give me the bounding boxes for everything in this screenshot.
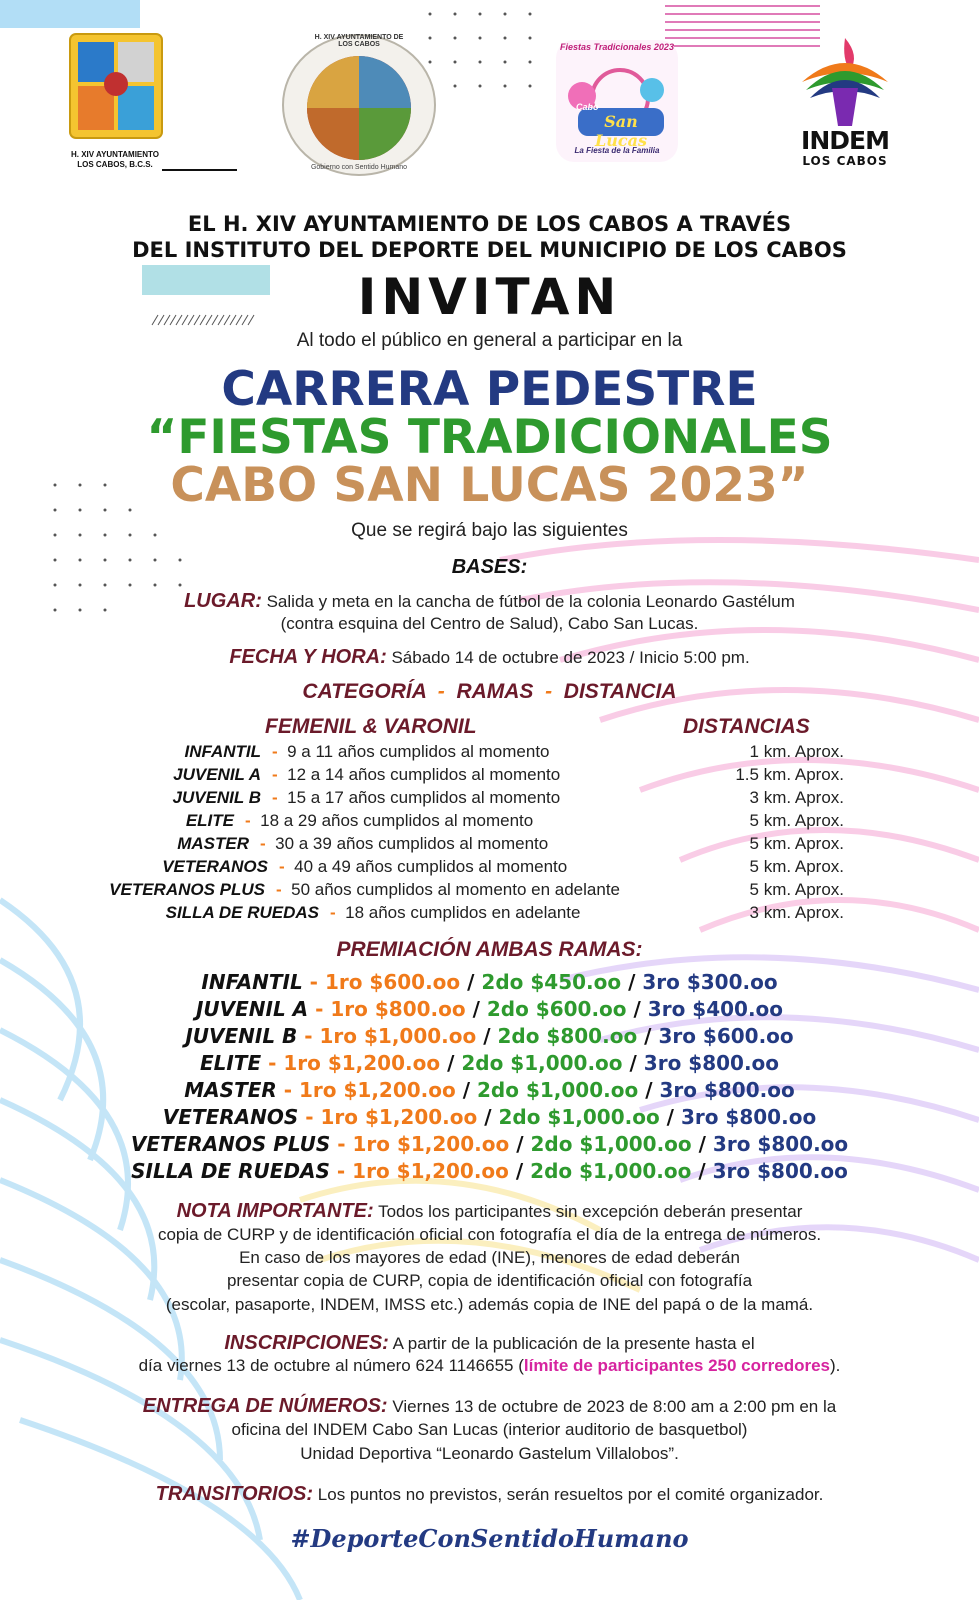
participant-limit: límite de participantes 250 corredores — [523, 1356, 830, 1375]
title-line-3: CABO SAN LUCAS 2023” — [170, 458, 809, 513]
category-row: VETERANOS - 40 a 49 años cumplidos al momento 5 km. Aprox. — [162, 857, 844, 876]
entrega-line-1 — [0, 1395, 979, 1418]
prize-first: 1ro $1,000.oo — [319, 1024, 477, 1048]
prize-category: MASTER — [184, 1078, 277, 1102]
lugar-label: LUGAR: — [184, 590, 262, 612]
distancia-label: DISTANCIA — [563, 680, 677, 703]
category-row: SILLA DE RUEDAS - 18 años cumplidos en adelante 3 km. Aprox. — [165, 903, 844, 922]
prize-row: VETERANOS - 1ro $1,200.oo / 2do $1,000.oo / 3ro $800.oo — [162, 1105, 817, 1129]
category-distance: 5 km. Aprox. — [749, 857, 844, 876]
transitorios-text: Los puntos no previstos, serán resueltos por el comité organizador. — [317, 1485, 824, 1504]
prize-category: ELITE — [199, 1051, 262, 1075]
intro-text: Al todo el público en general a participar en la — [296, 330, 683, 351]
prize-first: 1ro $1,200.oo — [320, 1105, 478, 1129]
category-desc: 15 a 17 años cumplidos al momento — [287, 788, 561, 807]
transitorios-line — [0, 1483, 979, 1506]
category-distance: 3 km. Aprox. — [749, 903, 844, 922]
bases-intro: Que se regirá bajo las siguientes — [351, 520, 628, 541]
prize-second: 2do $1,000.oo — [530, 1132, 692, 1156]
categoria-header — [0, 680, 979, 704]
prize-category: INFANTIL — [201, 970, 303, 994]
ayuntamiento-shield-icon — [68, 32, 164, 140]
prize-first: 1ro $800.oo — [330, 997, 466, 1021]
fecha-text: Sábado 14 de octubre de 2023 / Inicio 5:00 pm. — [391, 648, 750, 667]
prize-second: 2do $800.oo — [497, 1024, 638, 1048]
hashtag: #DeporteConSentidoHumano — [290, 1524, 689, 1553]
categoria-label: CATEGORÍA — [302, 680, 427, 703]
header-line-1: EL H. XIV AYUNTAMIENTO DE LOS CABOS A TRAVÉS — [187, 212, 792, 236]
prize-first: 1ro $1,200.oo — [283, 1051, 441, 1075]
entrega-text-2: oficina del INDEM Cabo San Lucas (interior auditorio de basquetbol) — [231, 1420, 748, 1439]
category-name: JUVENIL B — [172, 788, 261, 807]
prize-second: 2do $600.oo — [486, 997, 627, 1021]
prize-category: JUVENIL A — [195, 997, 309, 1021]
prize-third: 3ro $800.oo — [712, 1132, 849, 1156]
prize-third: 3ro $300.oo — [642, 970, 778, 994]
fiestas-tagline: La Fiesta de la Familia — [574, 146, 660, 155]
entrega-label: ENTREGA DE NÚMEROS: — [142, 1395, 388, 1417]
prize-second: 2do $1,000.oo — [530, 1159, 692, 1183]
invitan-heading: INVITAN — [357, 268, 622, 326]
prize-second: 2do $1,000.oo — [498, 1105, 660, 1129]
indem-subtitle: LOS CABOS — [802, 154, 888, 168]
category-name: INFANTIL — [184, 742, 261, 761]
prize-first: 1ro $600.oo — [324, 970, 461, 994]
header-line-2: DEL INSTITUTO DEL DEPORTE DEL MUNICIPIO DE LOS CABOS — [132, 238, 847, 262]
category-row: JUVENIL A - 12 a 14 años cumplidos al momento 1.5 km. Aprox. — [173, 765, 844, 784]
category-distance: 5 km. Aprox. — [749, 880, 844, 899]
category-distance: 3 km. Aprox. — [749, 788, 844, 807]
prize-second: 2do $450.oo — [481, 970, 622, 994]
inscripciones-text-3: ). — [830, 1356, 841, 1375]
prize-row: MASTER - 1ro $1,200.oo / 2do $1,000.oo / 3ro $800.oo — [184, 1078, 795, 1102]
prize-row: SILLA DE RUEDAS - 1ro $1,200.oo / 2do $1,000.oo / 3ro $800.oo — [131, 1159, 848, 1183]
prize-first: 1ro $1,200.oo — [352, 1159, 509, 1183]
fiestas-top-text: Fiestas Tradicionales 2023 — [560, 42, 674, 52]
category-desc: 18 años cumplidos en adelante — [345, 903, 581, 922]
nota-text-2: copia de CURP y de identificación oficial con fotografía el día de la entrega de números. — [157, 1225, 822, 1244]
title-line-2: “FIESTAS TRADICIONALES — [146, 410, 833, 465]
prize-first: 1ro $1,200.oo — [352, 1132, 510, 1156]
nota-text-3: En caso de los mayores de edad (INE), menores de edad deberán — [239, 1248, 740, 1267]
nota-text-1: Todos los participantes sin excepción deberán presentar — [378, 1202, 803, 1221]
prize-category: SILLA DE RUEDAS — [131, 1159, 330, 1183]
category-desc: 18 a 29 años cumplidos al momento — [260, 811, 534, 830]
prize-second: 2do $1,000.oo — [477, 1078, 639, 1102]
fiestas-tradicionales-logo — [552, 36, 682, 166]
inscripciones-line-1 — [0, 1332, 979, 1355]
table-head-right: DISTANCIAS — [683, 715, 810, 738]
ramas-label: RAMAS — [456, 680, 534, 703]
lugar-text-1: Salida y meta en la cancha de fútbol de la colonia Leonardo Gastélum — [266, 592, 795, 611]
categoria-dash-2: - — [545, 680, 553, 703]
prize-third: 3ro $800.oo — [643, 1051, 780, 1075]
prize-third: 3ro $400.oo — [647, 997, 784, 1021]
category-desc: 50 años cumplidos al momento en adelante — [291, 880, 621, 899]
inscripciones-line-2 — [0, 1356, 979, 1376]
category-row: JUVENIL B - 15 a 17 años cumplidos al momento 3 km. Aprox. — [172, 788, 844, 807]
indem-logo — [790, 30, 900, 180]
category-row: INFANTIL - 9 a 11 años cumplidos al momento 1 km. Aprox. — [184, 742, 844, 761]
prize-row: JUVENIL A - 1ro $800.oo / 2do $600.oo / 3ro $400.oo — [195, 997, 784, 1021]
prize-category: JUVENIL B — [185, 1024, 298, 1048]
ayuntamiento-logo — [60, 32, 170, 182]
premiacion-label: PREMIACIÓN AMBAS RAMAS: — [336, 938, 643, 961]
indem-title: INDEM — [801, 126, 889, 155]
ayuntamiento-seal — [278, 30, 440, 180]
prize-third: 3ro $800.oo — [712, 1159, 848, 1183]
fiestas-main-text: San Lucas — [595, 112, 647, 150]
category-desc: 40 a 49 años cumplidos al momento — [294, 857, 568, 876]
lugar-line-1 — [0, 590, 979, 613]
category-distance: 5 km. Aprox. — [749, 834, 844, 853]
category-name: SILLA DE RUEDAS — [165, 903, 319, 922]
nota-text-4: presentar copia de CURP, copia de identificación oficial con fotografía — [226, 1271, 753, 1290]
prize-row: INFANTIL - 1ro $600.oo / 2do $450.oo / 3ro $300.oo — [201, 970, 778, 994]
inscripciones-text-2: día viernes 13 de octubre al número 624 1146655 ( — [138, 1356, 524, 1375]
entrega-text-1: Viernes 13 de octubre de 2023 de 8:00 am a 2:00 pm en la — [392, 1397, 837, 1416]
nota-line-1 — [0, 1200, 979, 1223]
fiestas-small-text: Cabo — [576, 102, 599, 112]
category-row: MASTER - 30 a 39 años cumplidos al momento 5 km. Aprox. — [177, 834, 844, 853]
category-desc: 30 a 39 años cumplidos al momento — [275, 834, 549, 853]
category-desc: 9 a 11 años cumplidos al momento — [287, 742, 550, 761]
prize-third: 3ro $800.oo — [680, 1105, 817, 1129]
prize-third: 3ro $800.oo — [659, 1078, 795, 1102]
table-head-left: FEMENIL & VARONIL — [265, 715, 477, 738]
prize-category: VETERANOS PLUS — [130, 1132, 331, 1156]
category-distance: 1.5 km. Aprox. — [735, 765, 844, 784]
category-name: VETERANOS PLUS — [109, 880, 265, 899]
category-row: ELITE - 18 a 29 años cumplidos al momento 5 km. Aprox. — [185, 811, 844, 830]
prize-third: 3ro $600.oo — [658, 1024, 794, 1048]
bases-label: BASES: — [451, 556, 528, 578]
torch-icon — [790, 30, 900, 130]
category-name: VETERANOS — [162, 857, 268, 876]
ayuntamiento-caption-2: LOS CABOS, B.C.S. — [77, 160, 153, 169]
prize-row: JUVENIL B - 1ro $1,000.oo / 2do $800.oo / 3ro $600.oo — [185, 1024, 794, 1048]
category-desc: 12 a 14 años cumplidos al momento — [287, 765, 561, 784]
nota-label: NOTA IMPORTANTE: — [176, 1200, 374, 1222]
fecha-line — [0, 646, 979, 669]
inscripciones-label: INSCRIPCIONES: — [224, 1332, 389, 1354]
category-distance: 1 km. Aprox. — [749, 742, 844, 761]
category-name: ELITE — [185, 811, 234, 830]
prize-second: 2do $1,000.oo — [461, 1051, 623, 1075]
nota-text-5: (escolar, pasaporte, INDEM, IMSS etc.) además copia de INE del papá o de la mamá. — [165, 1295, 814, 1314]
logo-divider — [162, 169, 237, 171]
category-row: VETERANOS PLUS - 50 años cumplidos al momento en adelante 5 km. Aprox. — [109, 880, 844, 899]
prize-first: 1ro $1,200.oo — [299, 1078, 456, 1102]
entrega-text-3: Unidad Deportiva “Leonardo Gastelum Villalobos”. — [300, 1444, 679, 1463]
seal-bottom-text: Gobierno con Sentido Humano — [310, 164, 408, 171]
title-line-1: CARRERA PEDESTRE — [221, 362, 758, 417]
prize-row: ELITE - 1ro $1,200.oo / 2do $1,000.oo / 3ro $800.oo — [199, 1051, 780, 1075]
prize-row: VETERANOS PLUS - 1ro $1,200.oo / 2do $1,000.oo / 3ro $800.oo — [130, 1132, 849, 1156]
lugar-text-2: (contra esquina del Centro de Salud), Cabo San Lucas. — [280, 614, 699, 633]
prize-category: VETERANOS — [162, 1105, 299, 1129]
category-name: MASTER — [177, 834, 249, 853]
ayuntamiento-caption: H. XIV AYUNTAMIENTO — [70, 150, 159, 159]
category-distance: 5 km. Aprox. — [749, 811, 844, 830]
category-name: JUVENIL A — [173, 765, 261, 784]
transitorios-label: TRANSITORIOS: — [155, 1483, 314, 1505]
fecha-label: FECHA Y HORA: — [229, 646, 387, 668]
inscripciones-text-1: A partir de la publicación de la presente hasta el — [392, 1334, 755, 1353]
seal-ring-text: H. XIV AYUNTAMIENTO DE LOS CABOS — [314, 34, 404, 48]
categoria-dash-1: - — [437, 680, 445, 703]
